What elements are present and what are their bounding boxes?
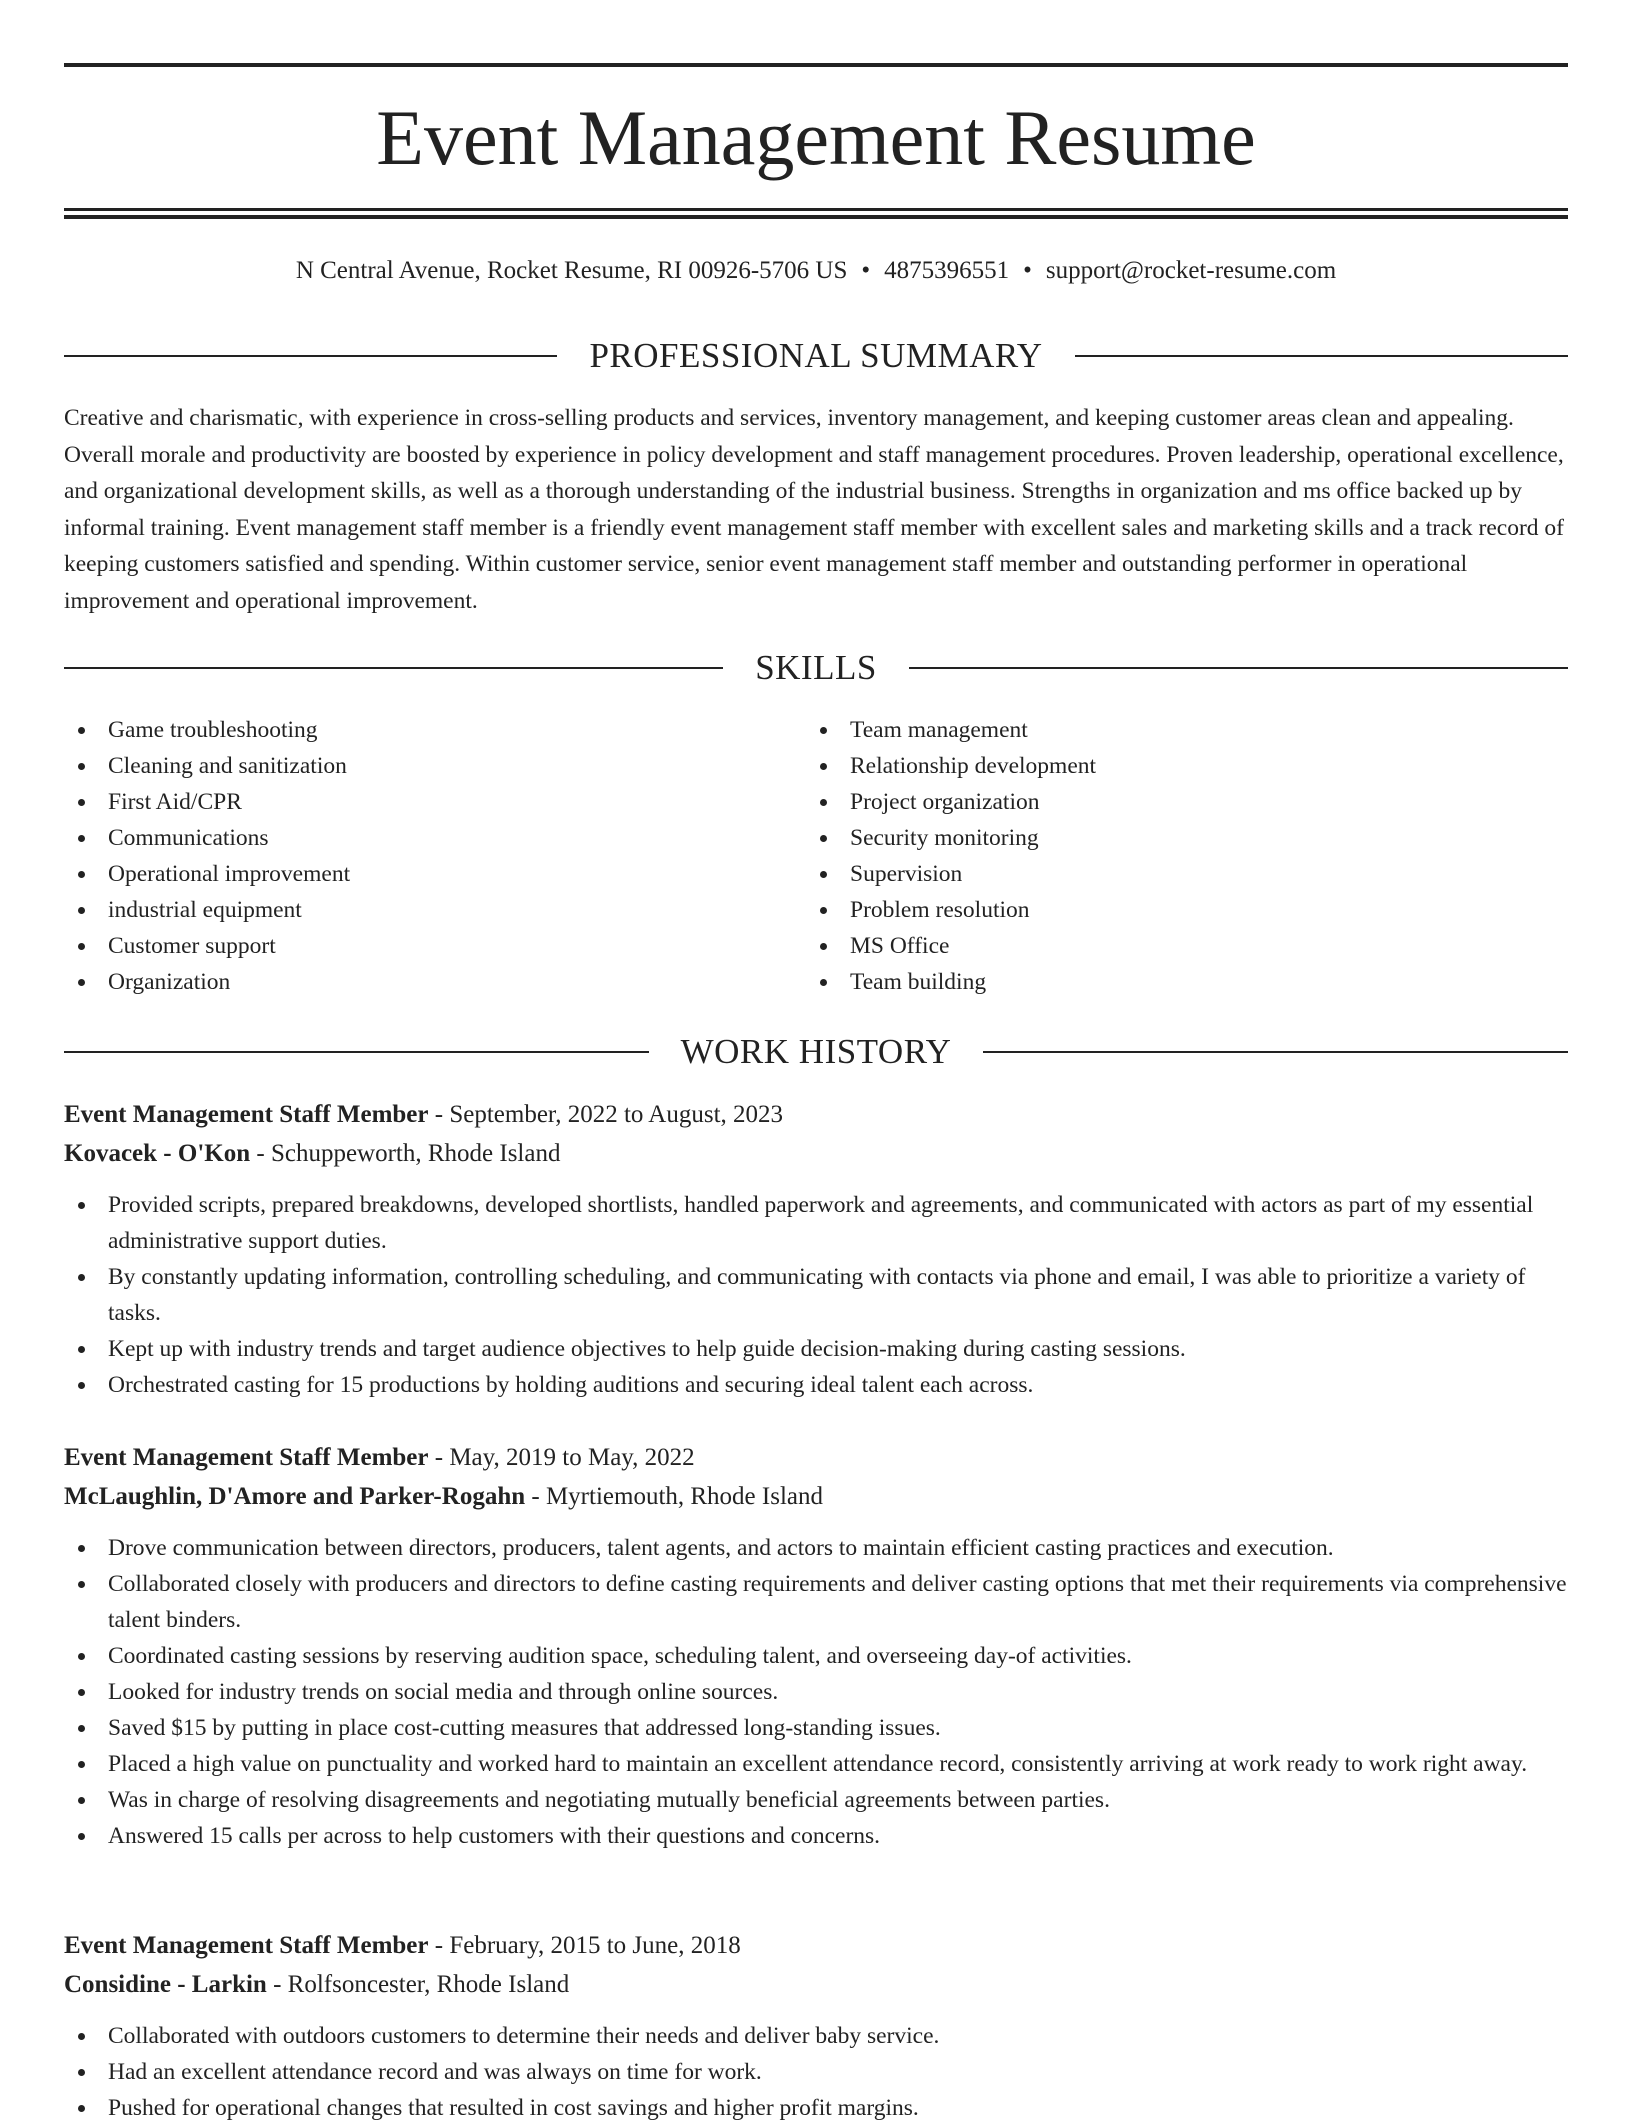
skill-item: industrial equipment <box>64 892 806 928</box>
resume-title: Event Management Resume <box>376 94 1256 181</box>
duty-item: Coordinated casting sessions by reserving audition space, scheduling talent, and overseeing day-of activities. <box>64 1638 1568 1674</box>
skill-item: Cleaning and sanitization <box>64 748 806 784</box>
skills-column-left <box>64 712 806 1000</box>
job-company: Kovacek - O'Kon <box>64 1140 251 1167</box>
contact-line <box>64 254 1568 288</box>
section-heading-skills <box>64 646 1568 690</box>
job-company-line: McLaughlin, D'Amore and Parker-Rogahn - Myrtiemouth, Rhode Island <box>64 1483 824 1510</box>
duty-item: Orchestrated casting for 15 productions by holding auditions and securing ideal talent each across. <box>64 1367 1568 1403</box>
divider <box>1075 355 1568 357</box>
skill-item: Team building <box>806 964 1548 1000</box>
skill-item: Team management <box>806 712 1548 748</box>
job-location: Schuppeworth, Rhode Island <box>270 1140 561 1167</box>
skill-item: Operational improvement <box>64 856 806 892</box>
duty-item: Was in charge of resolving disagreements and negotiating mutually beneficial agreements between parties. <box>64 1782 1568 1818</box>
skills-list <box>64 712 1568 1000</box>
section-title: PROFESSIONAL SUMMARY <box>589 336 1043 375</box>
title-rule-upper <box>64 208 1568 211</box>
job-company-line: Considine - Larkin - Rolfsoncester, Rhode Island <box>64 1971 570 1998</box>
top-rule <box>64 63 1568 67</box>
divider <box>64 355 557 357</box>
job-title: Event Management Staff Member <box>64 1101 429 1128</box>
job-duties <box>64 2018 1568 2126</box>
skill-item: Problem resolution <box>806 892 1548 928</box>
duty-item: Had an excellent attendance record and was always on time for work. <box>64 2054 1568 2090</box>
duty-item: Collaborated closely with producers and directors to define casting requirements and deliver casting options that met their requirements via comprehensive talent binders. <box>64 1566 1568 1638</box>
job-title: Event Management Staff Member <box>64 1932 429 1959</box>
job-location: Myrtiemouth, Rhode Island <box>545 1483 824 1510</box>
duty-item: Provided scripts, prepared breakdowns, developed shortlists, handled paperwork and agreements, and communicated with actors as part of my essential administrative support duties. <box>64 1187 1568 1259</box>
skill-item: Supervision <box>806 856 1548 892</box>
section-heading-work-history <box>64 1030 1568 1074</box>
job-title-line: Event Management Staff Member - September, 2022 to August, 2023 <box>64 1101 784 1128</box>
skills-column-right <box>806 712 1548 1000</box>
contact-phone: 4875396551 <box>884 257 1010 284</box>
job-location: Rolfsoncester, Rhode Island <box>287 1971 570 1998</box>
skill-item: Project organization <box>806 784 1548 820</box>
job-title-line: Event Management Staff Member - February, 2015 to June, 2018 <box>64 1932 741 1959</box>
duty-item: Collaborated with outdoors customers to determine their needs and deliver baby service. <box>64 2018 1568 2054</box>
job-entry <box>64 1438 1568 1854</box>
contact-separator: • <box>861 257 871 284</box>
job-dates: February, 2015 to June, 2018 <box>449 1932 741 1959</box>
job-title-line: Event Management Staff Member - May, 2019 to May, 2022 <box>64 1444 695 1471</box>
skill-item: Relationship development <box>806 748 1548 784</box>
divider <box>64 667 723 669</box>
duty-item: Looked for industry trends on social media and through online sources. <box>64 1674 1568 1710</box>
job-company-line: Kovacek - O'Kon - Schuppeworth, Rhode Island <box>64 1140 561 1167</box>
duty-item: Answered 15 calls per across to help customers with their questions and concerns. <box>64 1818 1568 1854</box>
job-entry <box>64 1926 1568 2126</box>
skill-item: Security monitoring <box>806 820 1548 856</box>
section-heading-summary <box>64 334 1568 378</box>
job-dates: May, 2019 to May, 2022 <box>449 1444 695 1471</box>
job-title: Event Management Staff Member <box>64 1444 429 1471</box>
skill-item: Customer support <box>64 928 806 964</box>
skill-item: Game troubleshooting <box>64 712 806 748</box>
skill-item: MS Office <box>806 928 1548 964</box>
duty-item: Pushed for operational changes that resulted in cost savings and higher profit margins. <box>64 2090 1568 2126</box>
skill-item: First Aid/CPR <box>64 784 806 820</box>
contact-separator: • <box>1023 257 1032 284</box>
job-duties <box>64 1530 1568 1854</box>
contact-email: support@rocket-resume.com <box>1045 257 1337 284</box>
divider <box>983 1051 1568 1053</box>
title-rule-lower <box>64 215 1568 219</box>
job-entry <box>64 1095 1568 1403</box>
skill-item: Communications <box>64 820 806 856</box>
duty-item: Placed a high value on punctuality and worked hard to maintain an excellent attendance record, consistently arriving at work ready to work right away. <box>64 1746 1568 1782</box>
job-company: Considine - Larkin <box>64 1971 267 1998</box>
job-dates: September, 2022 to August, 2023 <box>449 1101 784 1128</box>
section-title: SKILLS <box>755 648 877 687</box>
professional-summary: Creative and charismatic, with experience in cross-selling products and services, inventory management, and keeping customer areas clean and appealing. Overall morale and productivity are boosted by experience in policy development and staff management procedures. Proven leadership, operational excellence, and organizational development skills, as well as a thorough understanding of the industrial business. Strengths in organization and ms office backed up by informal training. Event management staff member is a friendly event management staff member with excellent sales and marketing skills and a track record of keeping customers satisfied and spending. Within customer service, senior event management staff member and outstanding performer in operational improvement and operational improvement. <box>64 405 1564 614</box>
divider <box>64 1051 649 1053</box>
skill-item: Organization <box>64 964 806 1000</box>
job-duties <box>64 1187 1568 1403</box>
duty-item: Saved $15 by putting in place cost-cutting measures that addressed long-standing issues. <box>64 1710 1568 1746</box>
duty-item: By constantly updating information, controlling scheduling, and communicating with contacts via phone and email, I was able to prioritize a variety of tasks. <box>64 1259 1568 1331</box>
duty-item: Drove communication between directors, producers, talent agents, and actors to maintain efficient casting practices and execution. <box>64 1530 1568 1566</box>
divider <box>909 667 1568 669</box>
contact-address: N Central Avenue, Rocket Resume, RI 00926-5706 US <box>295 257 848 284</box>
duty-item: Kept up with industry trends and target audience objectives to help guide decision-making during casting sessions. <box>64 1331 1568 1367</box>
section-title: WORK HISTORY <box>680 1032 952 1071</box>
job-company: McLaughlin, D'Amore and Parker-Rogahn <box>64 1483 526 1510</box>
